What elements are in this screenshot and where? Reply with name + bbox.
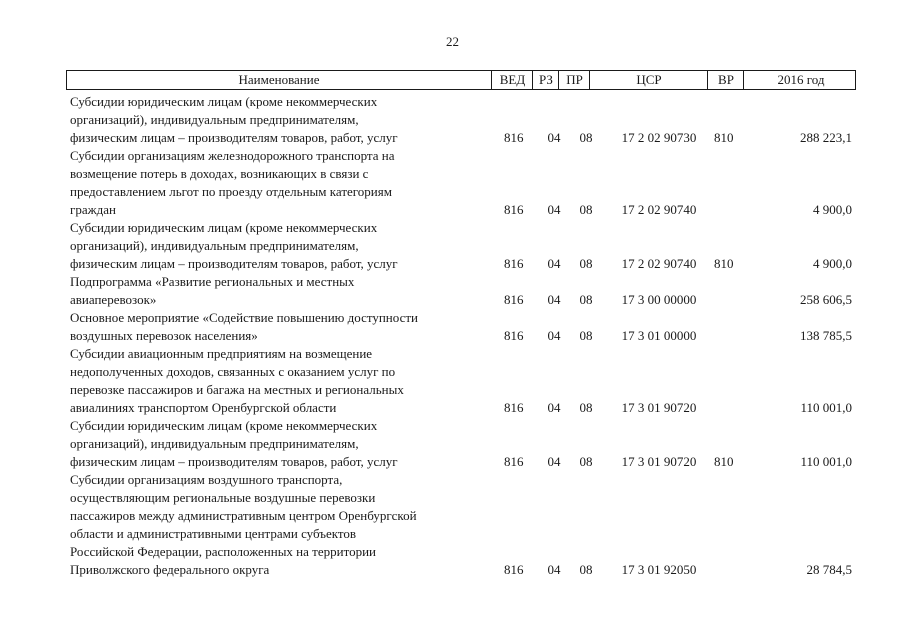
- row-ved: 816: [504, 256, 524, 271]
- row-csr: 17 3 01 90720: [621, 454, 697, 469]
- row-amount: 288 223,1: [800, 130, 852, 145]
- row-csr: 17 3 01 90720: [621, 400, 697, 415]
- row-csr: 17 2 02 90740: [621, 256, 697, 271]
- row-ved: 816: [504, 562, 524, 577]
- table-row: [66, 309, 856, 345]
- row-amount: 110 001,0: [800, 400, 852, 415]
- row-pr: 08: [579, 256, 593, 271]
- row-name: Субсидии юридическим лицам (кроме некоммерческих организаций), индивидуальным предпринимателям, физическим лицам – производителям товаров, работ, услуг: [70, 94, 398, 145]
- row-pr: 08: [579, 130, 593, 145]
- row-ved: 816: [504, 202, 524, 217]
- row-rz: 04: [547, 130, 561, 145]
- row-csr: 17 2 02 90740: [621, 202, 697, 217]
- row-pr: 08: [579, 292, 593, 307]
- row-ved: 816: [504, 292, 524, 307]
- row-rz: 04: [547, 202, 561, 217]
- row-rz: 04: [547, 256, 561, 271]
- row-amount: 4 900,0: [813, 202, 852, 217]
- row-amount: 28 784,5: [806, 562, 852, 577]
- row-rz: 04: [547, 328, 561, 343]
- header-pr: ПР: [558, 71, 590, 89]
- row-name: Субсидии организациям железнодорожного транспорта на возмещение потерь в доходах, возникающих в связи с предоставлением льгот по проезду отдельным категориям граждан: [70, 148, 395, 217]
- row-vr: 810: [714, 256, 734, 271]
- table-row: [66, 273, 856, 309]
- header-year: 2016 год: [743, 71, 858, 89]
- row-ved: 816: [504, 130, 524, 145]
- row-rz: 04: [547, 292, 561, 307]
- table-header: [66, 70, 856, 90]
- header-name: Наименование: [238, 72, 320, 87]
- row-amount: 110 001,0: [800, 454, 852, 469]
- budget-table: [66, 70, 856, 577]
- row-pr: 08: [579, 202, 593, 217]
- row-name: Субсидии авиационным предприятиям на возмещение недополученных доходов, связанных с оказанием услуг по перевозке пассажиров и багажа на местных и региональных авиалиниях транспортом Оренбургской области: [70, 346, 404, 415]
- row-csr: 17 2 02 90730: [621, 130, 697, 145]
- row-name: Подпрограмма «Развитие региональных и местных авиаперевозок»: [70, 274, 355, 307]
- row-amount: 138 785,5: [800, 328, 852, 343]
- page-number: 22: [446, 34, 459, 49]
- row-amount: 4 900,0: [813, 256, 852, 271]
- row-pr: 08: [579, 400, 593, 415]
- row-rz: 04: [547, 454, 561, 469]
- table-body: [66, 93, 856, 579]
- table-row: [66, 417, 856, 471]
- row-ved: 816: [504, 328, 524, 343]
- row-vr: 810: [714, 454, 734, 469]
- header-vr: ВР: [707, 71, 744, 89]
- row-name: Субсидии юридическим лицам (кроме некоммерческих организаций), индивидуальным предпринимателям, физическим лицам – производителям товаров, работ, услуг: [70, 220, 398, 271]
- row-amount: 258 606,5: [800, 292, 852, 307]
- header-csr: ЦСР: [589, 71, 708, 89]
- row-name: Субсидии организациям воздушного транспорта, осуществляющим региональные воздушные перевозки пассажиров между административным центром Оренбургской области и административными центрами субъектов Российской Федерации, расположенных на территории Приволжского федерального округа: [70, 472, 417, 577]
- row-rz: 04: [547, 562, 561, 577]
- row-name: Субсидии юридическим лицам (кроме некоммерческих организаций), индивидуальным предпринимателям, физическим лицам – производителям товаров, работ, услуг: [70, 418, 398, 469]
- row-ved: 816: [504, 400, 524, 415]
- table-row: [66, 345, 856, 417]
- table-row: [66, 93, 856, 147]
- table-row: [66, 219, 856, 273]
- row-csr: 17 3 00 00000: [621, 292, 697, 307]
- header-rz: РЗ: [532, 71, 559, 89]
- row-pr: 08: [579, 328, 593, 343]
- table-row: [66, 147, 856, 219]
- header-ved: ВЕД: [491, 71, 533, 89]
- row-pr: 08: [579, 562, 593, 577]
- row-name: Основное мероприятие «Содействие повышению доступности воздушных перевозок населения»: [70, 310, 418, 343]
- table-row: [66, 471, 856, 579]
- row-csr: 17 3 01 92050: [621, 562, 697, 577]
- row-rz: 04: [547, 400, 561, 415]
- row-ved: 816: [504, 454, 524, 469]
- row-csr: 17 3 01 00000: [621, 328, 697, 343]
- row-vr: 810: [714, 130, 734, 145]
- row-pr: 08: [579, 454, 593, 469]
